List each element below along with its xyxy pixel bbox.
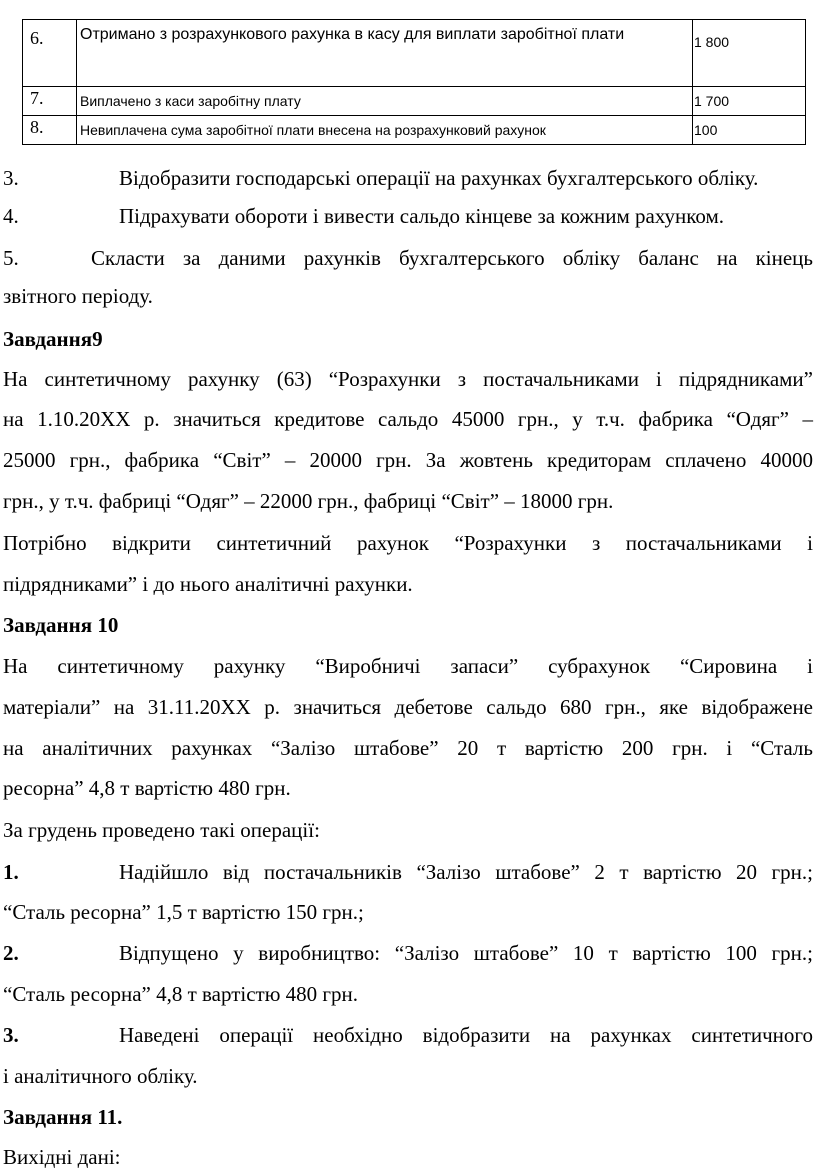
paragraph-line: підрядниками” і до нього аналітичні рахунки. bbox=[3, 572, 413, 596]
list-item bbox=[3, 245, 813, 271]
table-row bbox=[23, 20, 806, 87]
operation-number: 1. bbox=[3, 860, 19, 884]
row-number: 6. bbox=[23, 20, 77, 87]
row-description: Невиплачена сума заробітної плати внесена на розрахунковий рахунок bbox=[77, 116, 693, 145]
task10-heading: Завдання 10 bbox=[3, 613, 119, 637]
row-description: Отримано з розрахункового рахунка в касу для виплати заробітної плати bbox=[77, 20, 693, 87]
operation-item bbox=[3, 1022, 813, 1048]
table-row bbox=[23, 87, 806, 116]
task9-heading: Завдання9 bbox=[3, 327, 103, 351]
paragraph-line: Вихідні дані: bbox=[3, 1145, 121, 1169]
operation-text: Надійшло від постачальників “Залізо штабове” 2 т вартістю 20 грн.; bbox=[119, 860, 813, 884]
operation-text-continued: і аналітичного обліку. bbox=[3, 1064, 198, 1088]
paragraph-line: на аналітичних рахунках “Залізо штабове” 20 т вартістю 200 грн. і “Сталь bbox=[3, 736, 813, 760]
list-item bbox=[3, 165, 813, 191]
row-amount: 100 bbox=[693, 116, 806, 145]
item-number: 5. bbox=[3, 246, 19, 270]
task11-heading: Завдання 11. bbox=[3, 1105, 123, 1129]
operation-item bbox=[3, 940, 813, 966]
paragraph-line: 25000 грн., фабрика “Світ” – 20000 грн. За жовтень кредиторам сплачено 40000 bbox=[3, 448, 813, 472]
paragraph-line: на 1.10.20ХХ р. значиться кредитове сальдо 45000 грн., у т.ч. фабрика “Одяг” – bbox=[3, 407, 813, 431]
paragraph-line: ресорна” 4,8 т вартістю 480 грн. bbox=[3, 776, 291, 800]
item-number: 4. bbox=[3, 204, 19, 228]
row-amount: 1 800 bbox=[693, 20, 806, 87]
operations-table bbox=[22, 19, 806, 145]
item-text: Відобразити господарські операції на рахунках бухгалтерського обліку. bbox=[119, 166, 759, 190]
list-item bbox=[3, 203, 813, 229]
operation-number: 2. bbox=[3, 941, 19, 965]
item-text: Скласти за даними рахунків бухгалтерського обліку баланс на кінець bbox=[91, 246, 813, 270]
paragraph-line: На синтетичному рахунку “Виробничі запаси” субрахунок “Сировина і bbox=[3, 654, 813, 678]
row-number: 8. bbox=[23, 116, 77, 145]
operation-text-continued: “Сталь ресорна” 4,8 т вартістю 480 грн. bbox=[3, 982, 359, 1006]
paragraph-line: За грудень проведено такі операції: bbox=[3, 818, 320, 842]
paragraph-line: грн., у т.ч. фабриці “Одяг” – 22000 грн., фабриці “Світ” – 18000 грн. bbox=[3, 489, 614, 513]
operation-item bbox=[3, 859, 813, 885]
operation-text: Відпущено у виробництво: “Залізо штабове” 10 т вартістю 100 грн.; bbox=[119, 941, 813, 965]
item-text-continued: звітного періоду. bbox=[3, 284, 153, 308]
paragraph-line: На синтетичному рахунку (63) “Розрахунки з постачальниками і підрядниками” bbox=[3, 367, 813, 391]
row-number: 7. bbox=[23, 87, 77, 116]
item-text: Підрахувати обороти і вивести сальдо кінцеве за кожним рахунком. bbox=[119, 204, 725, 228]
paragraph-line: Потрібно відкрити синтетичний рахунок “Розрахунки з постачальниками і bbox=[3, 531, 813, 555]
row-description: Виплачено з каси заробітну плату bbox=[77, 87, 693, 116]
operation-text-continued: “Сталь ресорна” 1,5 т вартістю 150 грн.; bbox=[3, 900, 364, 924]
operation-text: Наведені операції необхідно відобразити на рахунках синтетичного bbox=[119, 1023, 813, 1047]
table-row bbox=[23, 116, 806, 145]
item-number: 3. bbox=[3, 166, 19, 190]
row-amount: 1 700 bbox=[693, 87, 806, 116]
operation-number: 3. bbox=[3, 1023, 19, 1047]
paragraph-line: матеріали” на 31.11.20ХХ р. значиться дебетове сальдо 680 грн., яке відображене bbox=[3, 695, 813, 719]
